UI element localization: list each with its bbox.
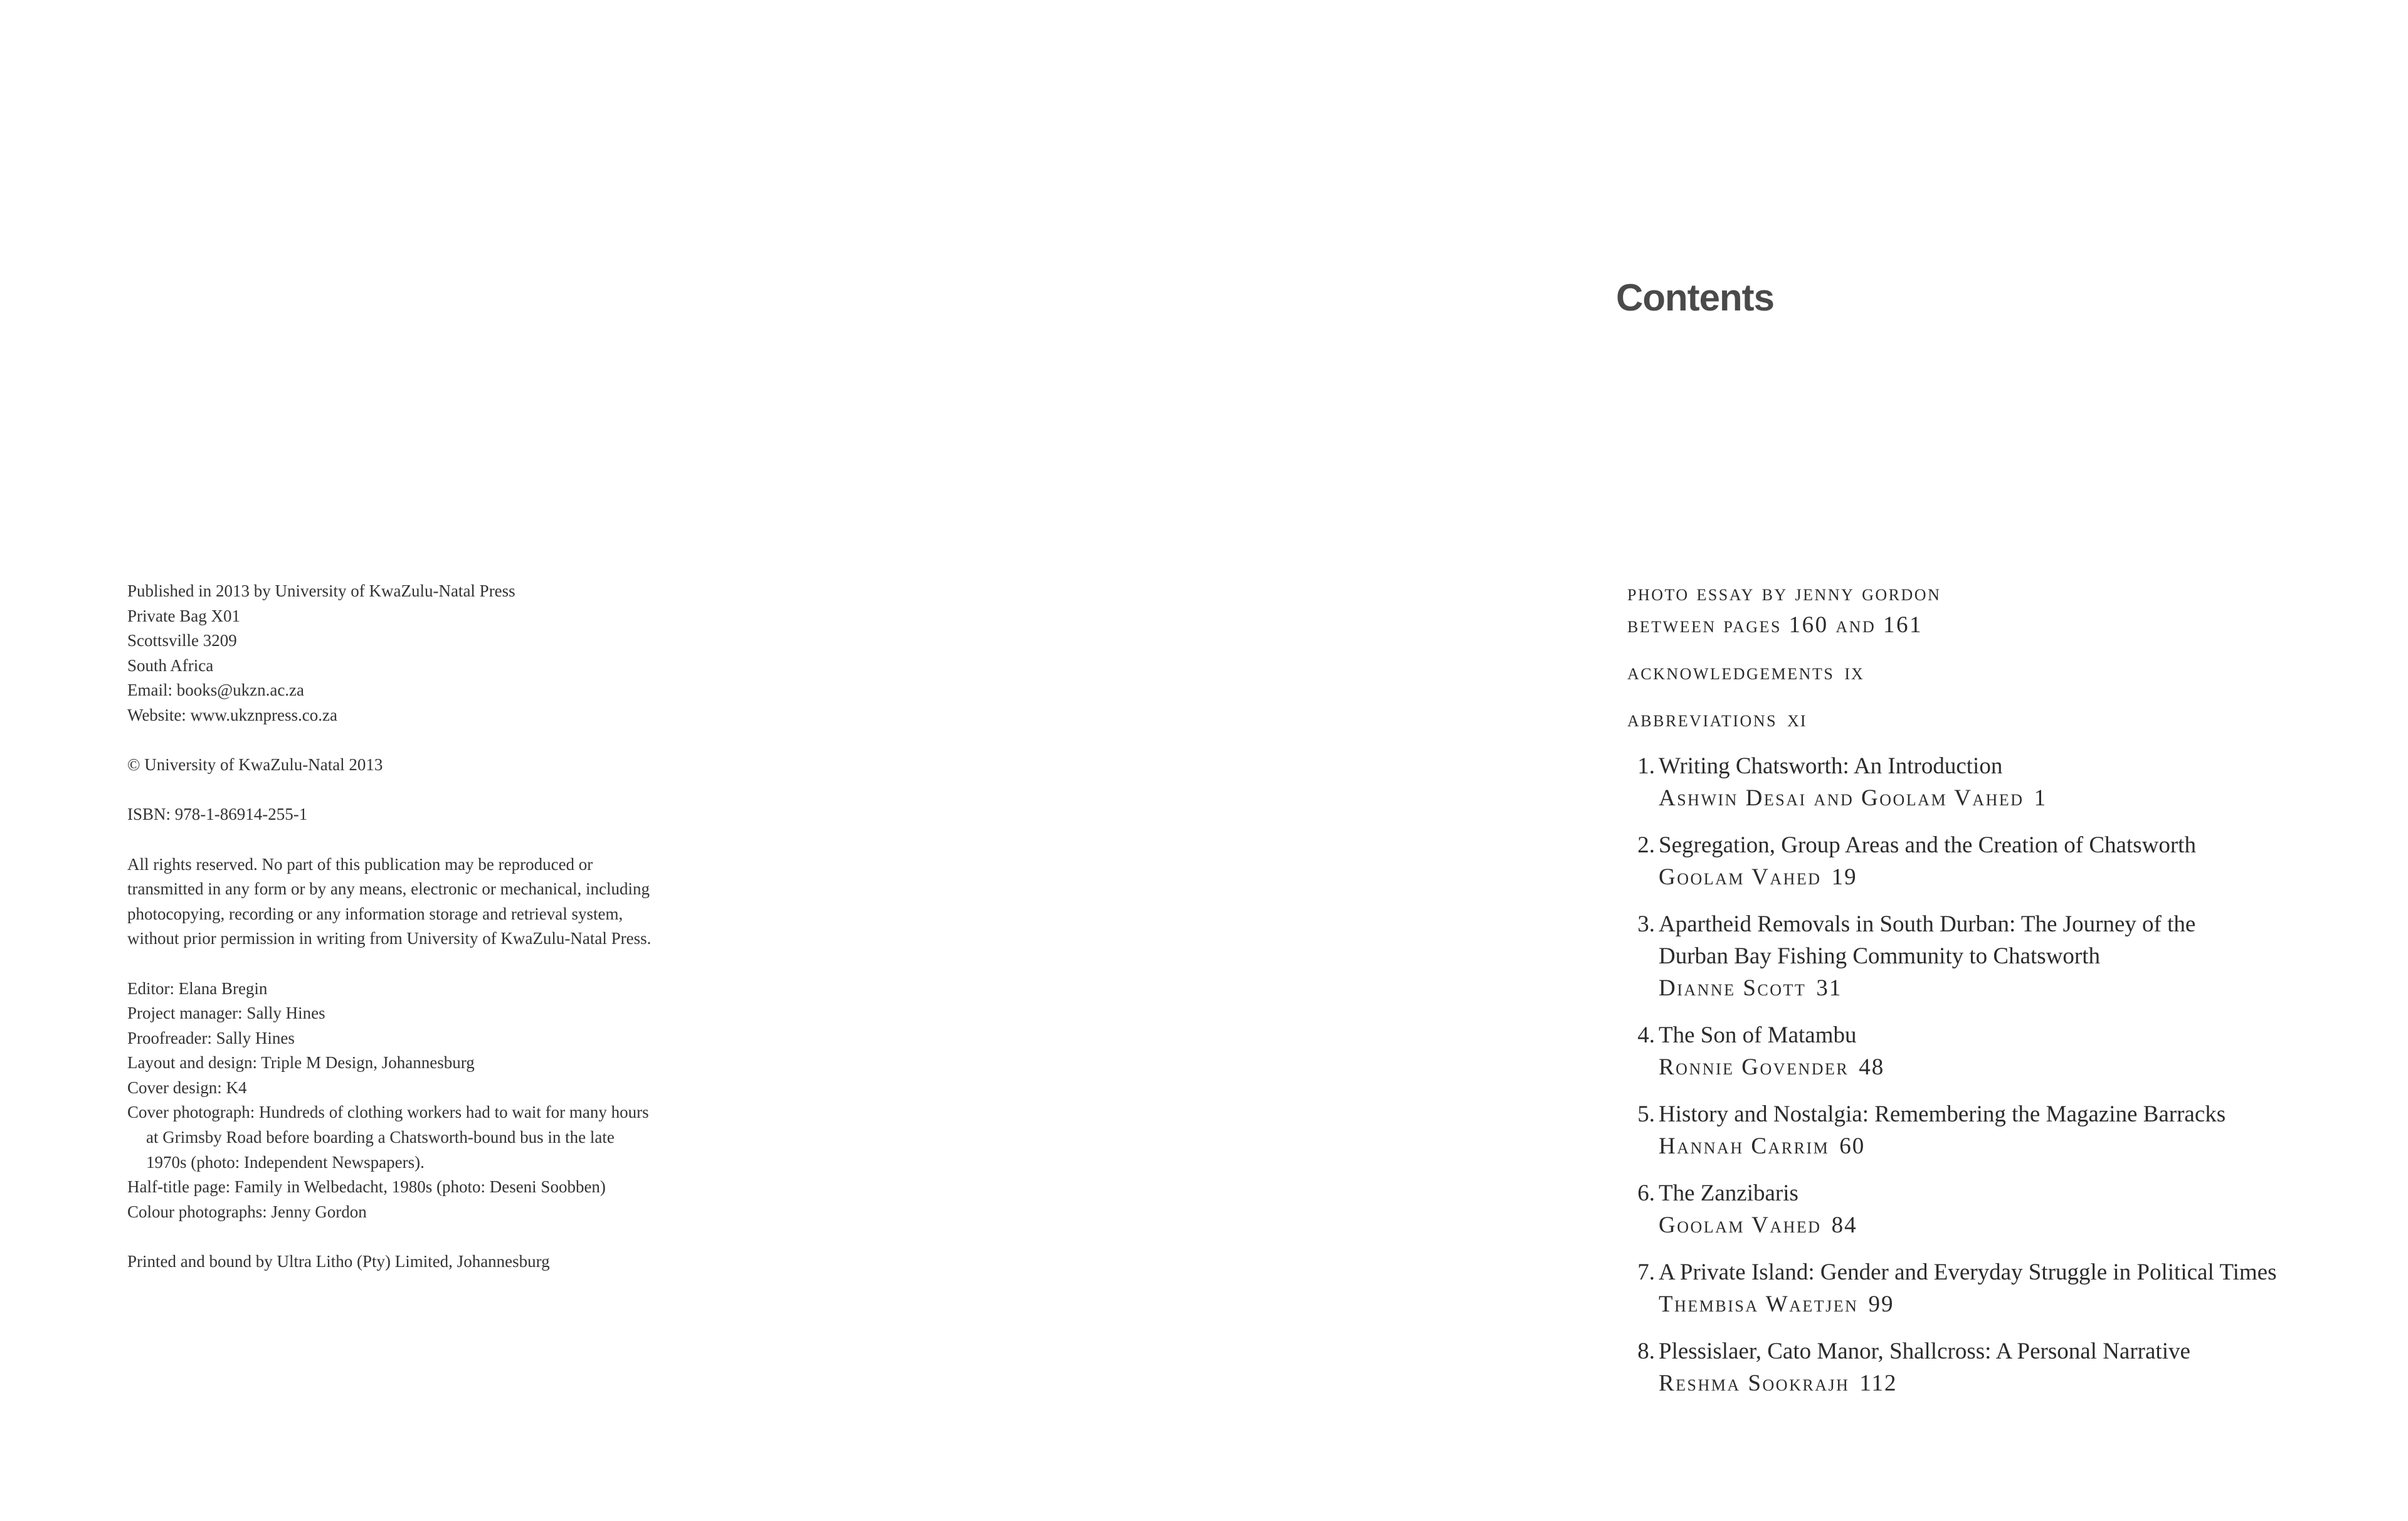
chapter-title: Segregation, Group Areas and the Creation of Chatsworth [1659, 832, 2196, 858]
toc-chapter-8[interactable] [1627, 1335, 2348, 1399]
page-number: 84 [1831, 1212, 1857, 1238]
publisher-line: Published in 2013 by University of KwaZulu-Natal Press [127, 581, 515, 600]
credit-line: Colour photographs: Jenny Gordon [127, 1202, 367, 1221]
page-number: ix [1844, 659, 1864, 685]
copyright-notice [127, 753, 729, 778]
rights-line: without prior permission in writing from University of KwaZulu-Natal Press. [127, 929, 652, 948]
rights-line: photocopying, recording or any information storage and retrieval system, [127, 904, 623, 923]
imprint-page [127, 579, 729, 1299]
chapter-number: 1. [1637, 753, 1655, 779]
toc-chapter-2[interactable] [1627, 829, 2348, 893]
chapter-title: The Son of Matambu [1659, 1022, 1857, 1048]
toc-chapter-1[interactable] [1627, 750, 2348, 814]
page-number: 19 [1831, 864, 1857, 890]
isbn-line: ISBN: 978-1-86914-255-1 [127, 805, 308, 824]
credit-line: Layout and design: Triple M Design, Johannesburg [127, 1053, 475, 1073]
rights-line: All rights reserved. No part of this publication may be reproduced or [127, 854, 593, 874]
credit-line: at Grimsby Road before boarding a Chatsworth-bound bus in the late [146, 1128, 615, 1147]
isbn-block [127, 802, 729, 827]
credit-line: Cover design: K4 [127, 1078, 247, 1097]
chapter-title: History and Nostalgia: Remembering the Magazine Barracks [1659, 1101, 2226, 1127]
toc-chapter-7[interactable] [1627, 1256, 2348, 1320]
chapter-author-line [1659, 972, 2348, 1004]
publisher-address [127, 579, 729, 728]
chapter-number: 4. [1637, 1022, 1655, 1048]
address-line: Scottsville 3209 [127, 631, 237, 650]
chapter-number: 3. [1637, 911, 1655, 937]
credit-line: Editor: Elana Bregin [127, 978, 268, 998]
chapter-author-line [1659, 861, 2348, 893]
chapter-title: Writing Chatsworth: An Introduction [1659, 753, 2003, 779]
toc-acknowledgements[interactable] [1627, 656, 2348, 688]
abbreviations-label: abbreviations [1627, 706, 1778, 732]
chapter-author: Thembisa Waetjen [1659, 1291, 1859, 1317]
chapter-title: Plessislaer, Cato Manor, Shallcross: A Personal Narrative [1659, 1338, 2190, 1364]
chapter-title: The Zanzibaris [1659, 1180, 1798, 1206]
chapter-author: Ronnie Govender [1659, 1054, 1849, 1080]
copyright-line: © University of KwaZulu-Natal 2013 [127, 755, 383, 775]
credit-line: Cover photograph: Hundreds of clothing workers had to wait for many hours [127, 1103, 649, 1122]
credit-line: Project manager: Sally Hines [127, 1004, 325, 1023]
toc-chapter-3[interactable] [1627, 908, 2348, 1004]
acknowledgements-entry [1627, 656, 2348, 688]
page-number: 1 [2034, 785, 2047, 811]
address-line: Private Bag X01 [127, 606, 240, 625]
contents-heading: Contents [1616, 277, 1774, 319]
credit-line: Half-title page: Family in Welbedacht, 1980s (photo: Deseni Soobben) [127, 1177, 606, 1197]
chapter-number: 6. [1637, 1180, 1655, 1206]
chapter-author-line [1659, 1051, 2348, 1083]
chapter-number: 8. [1637, 1338, 1655, 1364]
chapter-author: Ashwin Desai and Goolam Vahed [1659, 785, 2024, 811]
chapter-author: Hannah Carrim [1659, 1133, 1830, 1159]
chapter-title-continued: Durban Bay Fishing Community to Chatsworth [1659, 943, 2101, 969]
printer-line: Printed and bound by Ultra Litho (Pty) Limited, Johannesburg [127, 1252, 550, 1271]
chapter-author: Goolam Vahed [1659, 1212, 1822, 1238]
chapter-title: A Private Island: Gender and Everyday Struggle in Political Times [1659, 1259, 2277, 1285]
page-number: 99 [1868, 1291, 1894, 1317]
chapter-author-line [1659, 1130, 2348, 1162]
chapter-author: Dianne Scott [1659, 975, 1807, 1001]
chapter-number: 5. [1637, 1101, 1655, 1127]
address-line: South Africa [127, 655, 214, 675]
credit-line: Proofreader: Sally Hines [127, 1028, 295, 1047]
page-number: 48 [1859, 1054, 1885, 1080]
toc-chapter-5[interactable] [1627, 1098, 2348, 1162]
website-line: Website: www.ukznpress.co.za [127, 705, 337, 724]
rights-line: transmitted in any form or by any means, electronic or mechanical, including [127, 879, 650, 899]
toc-chapter-6[interactable] [1627, 1177, 2348, 1241]
chapter-number: 7. [1637, 1259, 1655, 1285]
toc-abbreviations[interactable] [1627, 703, 2348, 735]
rights-statement [127, 852, 729, 951]
chapter-author: Reshma Sookrajh [1659, 1370, 1850, 1396]
page-number: xi [1787, 706, 1807, 732]
acknowledgements-label: acknowledgements [1627, 659, 1835, 685]
chapter-author-line [1659, 1288, 2348, 1320]
email-line: Email: books@ukzn.ac.za [127, 681, 305, 700]
page-number: 60 [1839, 1133, 1866, 1159]
printer-notice [127, 1249, 729, 1275]
chapter-author-line [1659, 782, 2348, 814]
chapter-author-line [1659, 1367, 2348, 1399]
page-number: 112 [1859, 1370, 1898, 1396]
toc-chapter-4[interactable] [1627, 1019, 2348, 1083]
photo-essay-pages: between pages 160 and 161 [1627, 612, 1923, 638]
page-number: 31 [1816, 975, 1842, 1001]
chapter-author-line [1659, 1209, 2348, 1241]
chapter-title: Apartheid Removals in South Durban: The Journey of the [1659, 911, 2196, 937]
credit-line: 1970s (photo: Independent Newspapers). [146, 1152, 425, 1172]
production-credits [127, 977, 729, 1225]
chapter-number: 2. [1637, 832, 1655, 858]
table-of-contents [1627, 577, 2348, 1414]
abbreviations-entry [1627, 703, 2348, 735]
chapter-author: Goolam Vahed [1659, 864, 1822, 890]
toc-photo-essay[interactable] [1627, 577, 2348, 641]
photo-essay-line: photo essay by jenny gordon [1627, 580, 1941, 606]
